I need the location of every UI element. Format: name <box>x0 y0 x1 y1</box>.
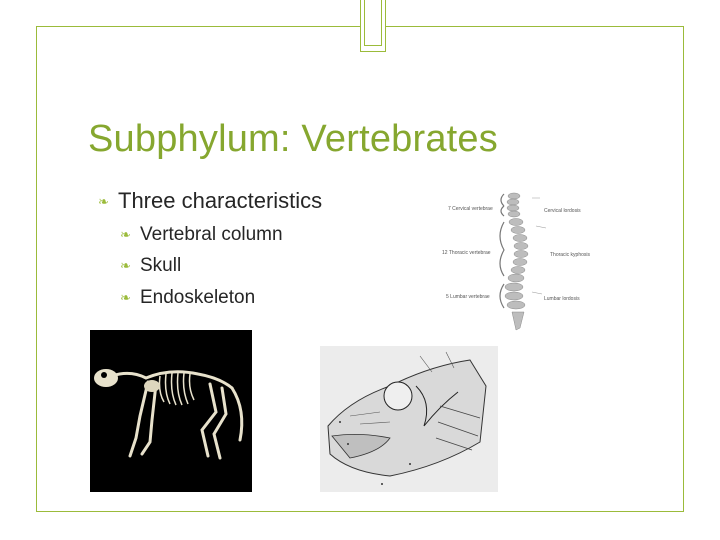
spine-label-cervical-lordosis: Cervical lordosis <box>544 208 581 214</box>
bullet-three-characteristics <box>98 188 322 214</box>
leaf-icon: ❧ <box>98 194 109 210</box>
spine-label-lumbar: 5 Lumbar vertebrae <box>446 294 490 300</box>
bullet-text: Vertebral column <box>140 224 283 245</box>
slide-title: Subphylum: Vertebrates <box>88 118 498 160</box>
spine-label-cervical: 7 Cervical vertebrae <box>448 206 493 212</box>
bullet-text: Endoskeleton <box>140 287 256 308</box>
bullet-text: Skull <box>140 255 182 276</box>
fish-skull-image <box>320 346 498 492</box>
bullet-skull <box>120 255 181 277</box>
bullet-endoskeleton <box>120 287 255 309</box>
leaf-icon: ❧ <box>120 257 131 273</box>
bullet-text: Three characteristics <box>118 188 323 213</box>
slide-corner-tab-inner <box>364 0 382 46</box>
cat-skeleton-image <box>90 330 252 492</box>
spine-label-thoracic: 12 Thoracic vertebrae <box>442 250 491 256</box>
leaf-icon: ❧ <box>120 226 131 242</box>
spine-diagram-image <box>428 176 596 338</box>
leaf-icon: ❧ <box>120 289 131 305</box>
spine-label-lumbar-lordosis: Lumbar lordosis <box>544 296 580 302</box>
slide-corner-tab <box>360 0 386 52</box>
bullet-vertebral-column <box>120 224 283 246</box>
spine-label-thoracic-kyphosis: Thoracic kyphosis <box>550 252 591 258</box>
